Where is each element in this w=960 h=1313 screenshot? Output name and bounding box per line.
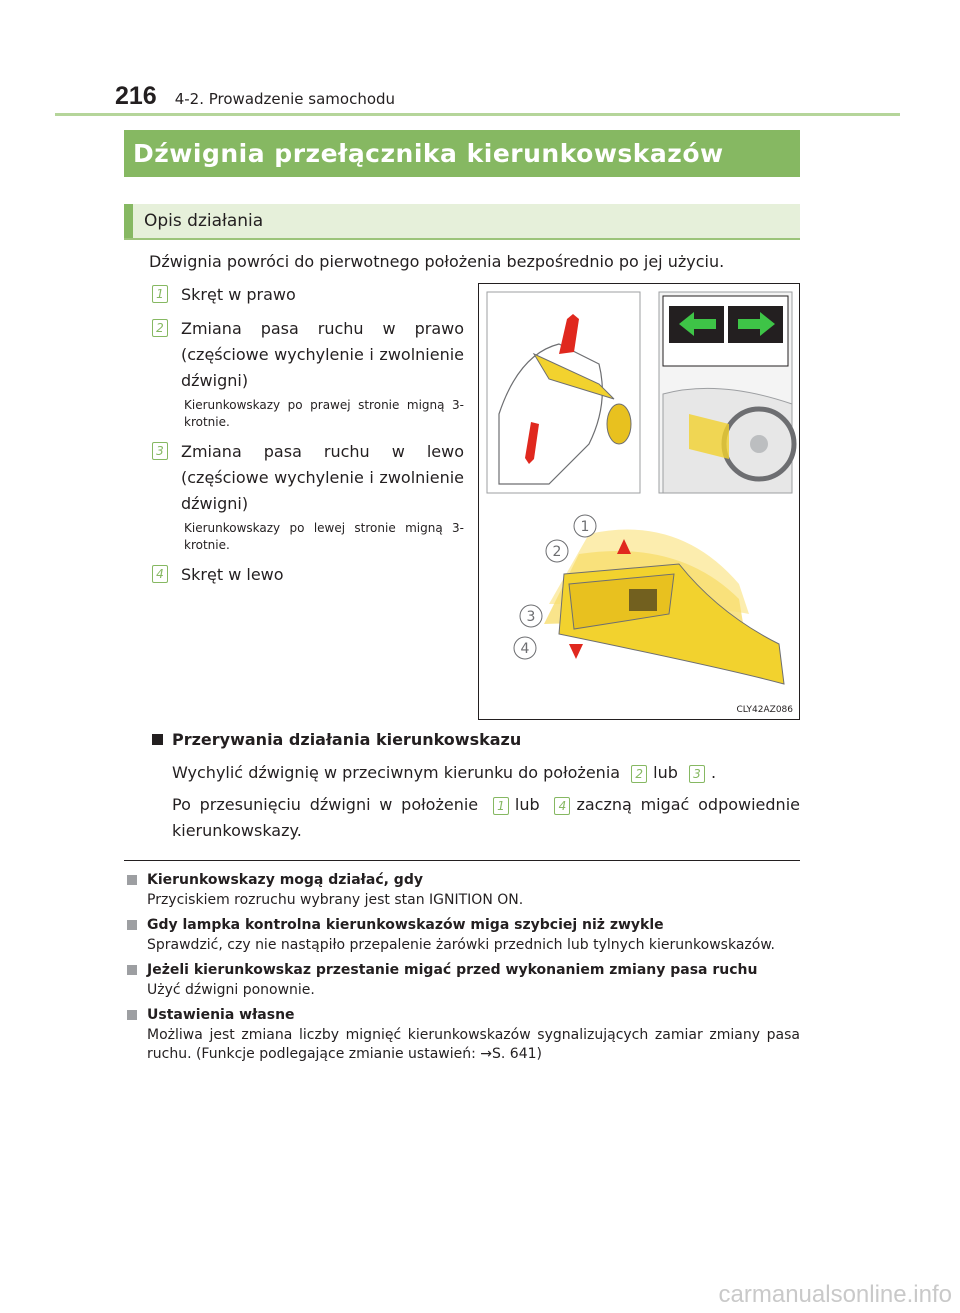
note-bullet [127, 1010, 137, 1020]
section-divider [124, 860, 800, 861]
inline-number: 4 [554, 797, 570, 815]
interrupt-heading [152, 730, 521, 749]
page-header [115, 82, 395, 111]
text-run: Wychylić dźwignię w przeciwnym kierunku do położenia [172, 763, 621, 782]
text-run: lub [514, 795, 540, 814]
interrupt-heading-text: Przerywania działania kierunkowskazu [172, 730, 522, 749]
lever-base [607, 404, 631, 444]
note-body: Sprawdzić, czy nie nastąpiło przepalenie żarówki przednich lub tylnych kierunkowskazów. [147, 937, 775, 953]
interrupt-line-1 [172, 760, 716, 786]
section-bar [124, 204, 800, 240]
note-bullet [127, 875, 137, 885]
note-item [127, 872, 800, 910]
steering-hub [750, 435, 768, 453]
note-heading: Gdy lampka kontrolna kierunkowskazów miga szybciej niż zwykle [147, 917, 664, 933]
turn-signal-illustration [478, 283, 800, 720]
note-bullet [127, 920, 137, 930]
text-run: zaczną migać odpowiednie kierunkowskazy. [172, 795, 800, 840]
bullet-square [152, 734, 163, 745]
step-text: Zmiana pasa ruchu w lewo (częściowe wychylenie i zwolnienie dźwigni) [181, 442, 464, 513]
section-title: Opis działania [144, 211, 264, 231]
page-number: 216 [115, 82, 157, 110]
note-item [127, 917, 800, 955]
step-item [152, 316, 464, 431]
step-list [152, 282, 464, 596]
lever-positions [544, 530, 784, 684]
step-note: Kierunkowskazy po prawej stronie migną 3-krotnie. [184, 398, 464, 429]
note-item [127, 1007, 800, 1064]
callout-label: 2 [552, 544, 562, 560]
watermark: carmanualsonline.info [718, 1281, 952, 1308]
step-number: 2 [152, 319, 168, 337]
note-body: Przyciskiem rozruchu wybrany jest stan IGNITION ON. [147, 892, 524, 908]
header-rule [55, 113, 900, 116]
interrupt-line-2 [172, 792, 800, 844]
step-item [152, 439, 464, 554]
illustration-svg [479, 284, 799, 719]
step-text: Zmiana pasa ruchu w prawo (częściowe wychylenie i zwolnienie dźwigni) [181, 319, 464, 390]
text-run: . [711, 763, 717, 782]
note-body: Możliwa jest zmiana liczby mignięć kierunkowskazów sygnalizujących zamiar zmiany pasa ruchu. (Funkcje podlegające zmianie ustawień: →S. 641) [147, 1027, 800, 1062]
step-number: 4 [152, 565, 168, 583]
note-heading: Jeżeli kierunkowskaz przestanie migać przed wykonaniem zmiany pasa ruchu [147, 962, 758, 978]
callout-label: 3 [526, 609, 536, 625]
lever-knob [629, 589, 657, 611]
callout-label: 4 [520, 641, 530, 657]
page-title: Dźwignia przełącznika kierunkowskazów [133, 139, 724, 168]
step-text: Skręt w prawo [181, 285, 296, 304]
note-item [127, 962, 800, 1000]
callout-label: 1 [580, 519, 590, 535]
step-text: Skręt w lewo [181, 565, 284, 584]
section-accent [124, 204, 133, 238]
figure-code: CLY42AZ086 [736, 705, 793, 715]
step-item [152, 282, 464, 308]
text-run: Po przesunięciu dźwigni w położenie [172, 795, 479, 814]
note-heading: Kierunkowskazy mogą działać, gdy [147, 872, 423, 888]
note-body: Użyć dźwigni ponownie. [147, 982, 315, 998]
lever-arrow-down-icon [569, 644, 583, 659]
notes-list [127, 872, 800, 1071]
step-number: 1 [152, 285, 168, 303]
step-note: Kierunkowskazy po lewej stronie migną 3-krotnie. [184, 521, 464, 552]
step-item [152, 562, 464, 588]
intro-text: Dźwignia powróci do pierwotnego położenia bezpośrednio po jej użyciu. [149, 252, 725, 271]
note-bullet [127, 965, 137, 975]
note-heading: Ustawienia własne [147, 1007, 295, 1023]
inline-number: 3 [689, 765, 705, 783]
chapter-title: 4-2. Prowadzenie samochodu [174, 90, 396, 108]
text-run: lub [653, 763, 678, 782]
step-number: 3 [152, 442, 168, 460]
inline-number: 2 [631, 765, 647, 783]
title-banner [124, 130, 800, 177]
inline-number: 1 [493, 797, 509, 815]
